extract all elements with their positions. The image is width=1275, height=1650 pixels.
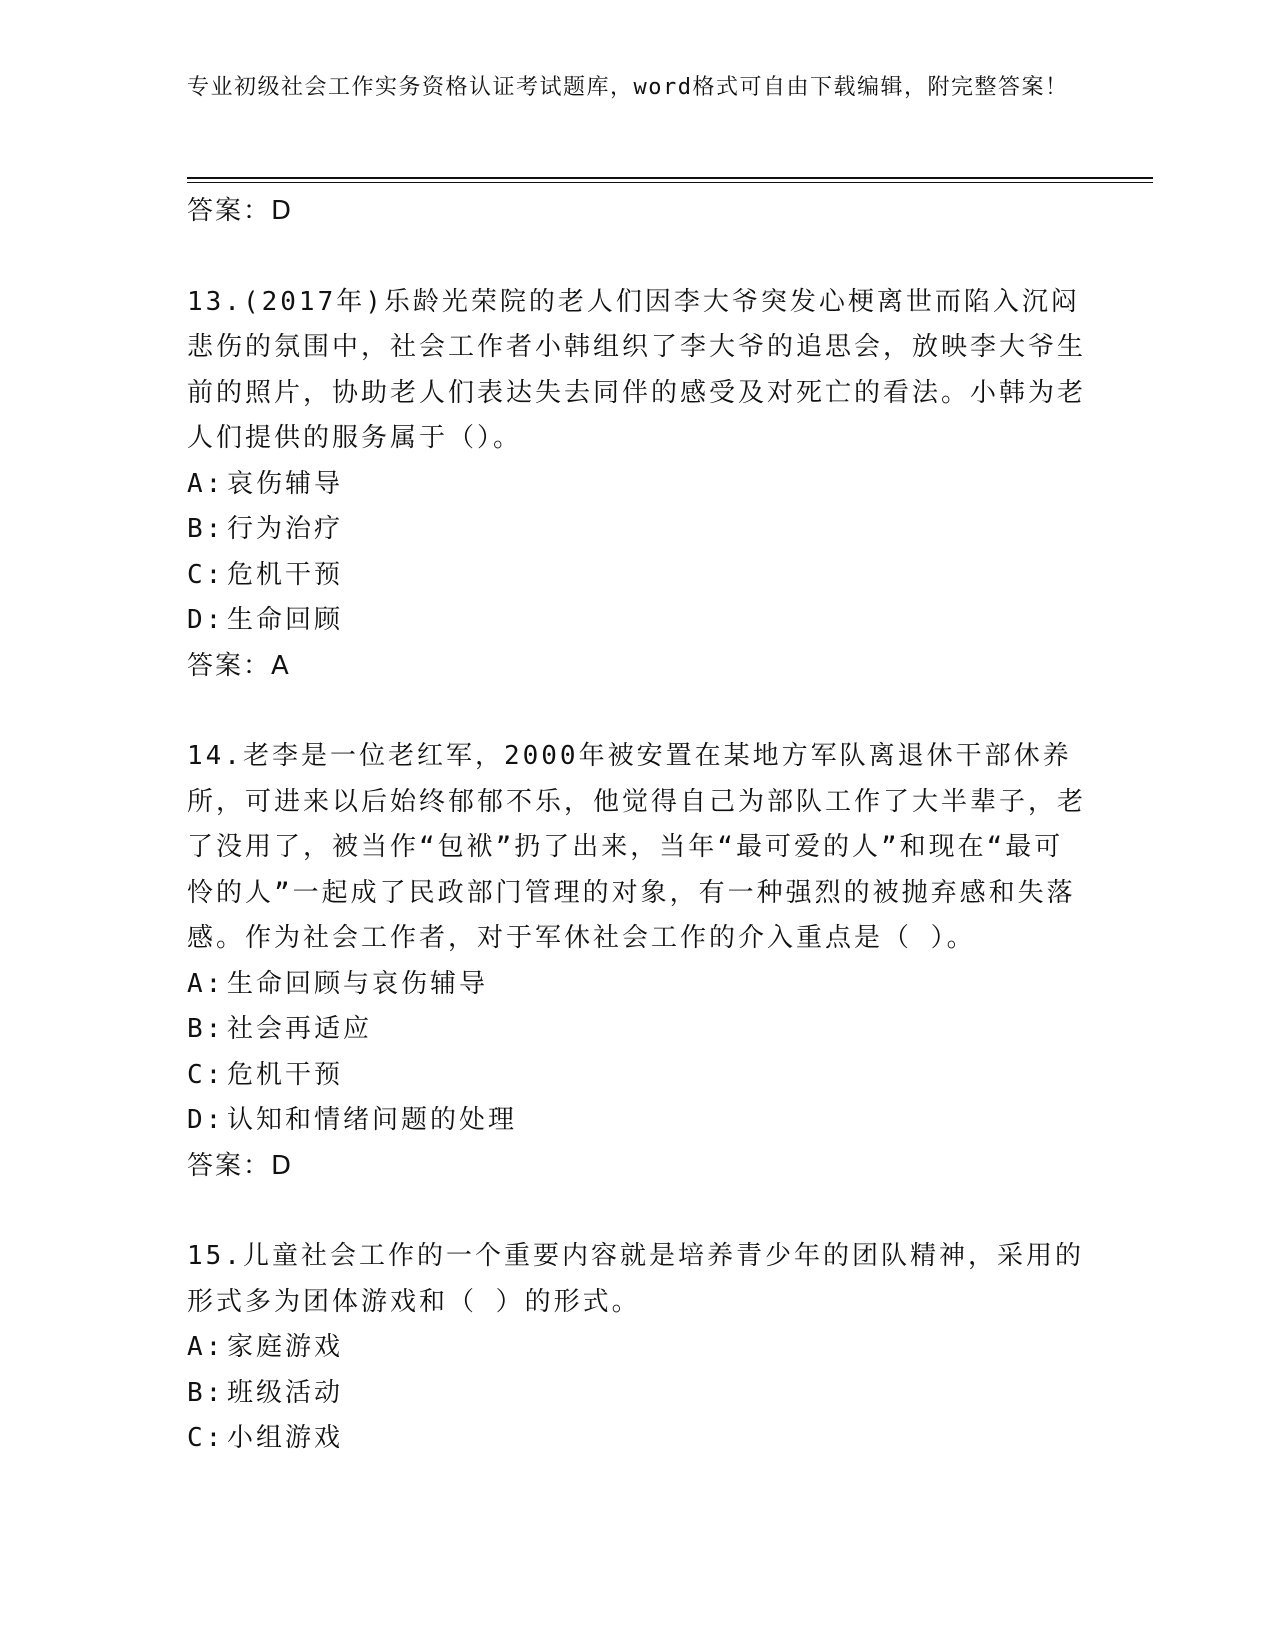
option-c [187,1053,1087,1099]
answer-line: 答案：A [187,650,291,681]
option-text: 社会再适应 [227,1014,373,1044]
option-key: B: [187,1014,225,1044]
option-key: C: [187,1059,225,1090]
option-text: 生命回顾与哀伤辅导 [227,968,489,999]
option-c [187,553,1087,599]
page-header: 专业初级社会工作实务资格认证考试题库，word格式可自由下载编辑，附完整答案！ [187,75,1069,100]
option-text: 班级活动 [227,1377,344,1408]
option-text: 生命回顾 [227,605,344,635]
option-key: A: [187,468,225,499]
answer-line: 答案：D [187,196,294,226]
option-key: D: [187,1105,225,1135]
question-block [187,1234,1087,1462]
option-text: 小组游戏 [227,1423,344,1453]
option-b [187,507,1087,553]
option-a [187,962,1087,1008]
option-text: 家庭游戏 [227,1332,344,1362]
option-key: A: [187,968,225,999]
option-text: 危机干预 [227,559,344,590]
option-text: 行为治疗 [227,514,344,544]
spacer [187,1189,1087,1234]
spacer [187,689,1087,734]
option-key: A: [187,1332,225,1362]
option-b [187,1007,1087,1053]
option-b [187,1371,1087,1417]
question-text: 15.儿童社会工作的一个重要内容就是培养青少年的团队精神，采用的形式多为团体游戏和（ ）的形式。 [187,1241,1084,1317]
header-divider-thick [187,177,1153,179]
option-key: C: [187,559,225,590]
header-divider-thin [187,182,1153,183]
question-text: 14.老李是一位老红军，2000年被安置在某地方军队离退休干部休养所，可进来以后始终郁郁不乐，他觉得自己为部队工作了大半辈子，老了没用了，被当作“包袱”扔了出来，当年“最可爱的人”和现在“最可怜的人”一起成了民政部门管理的对象，有一种强烈的被抛弃感和失落感。作为社会工作者，对于军休社会工作的介入重点是（ ）。 [187,741,1087,953]
option-a [187,1325,1087,1371]
option-text: 哀伤辅导 [227,468,344,499]
option-d [187,598,1087,644]
option-d [187,1098,1087,1144]
answer-line: 答案：D [187,1150,294,1181]
option-key: C: [187,1423,225,1453]
question-text: 13.(2017年)乐龄光荣院的老人们因李大爷突发心梗离世而陷入沉闷悲伤的氛围中，社会工作者小韩组织了李大爷的追思会，放映李大爷生前的照片，协助老人们表达失去同伴的感受及对死亡的看法。小韩为老人们提供的服务属于（）。 [187,286,1087,453]
option-text: 认知和情绪问题的处理 [227,1105,518,1135]
option-text: 危机干预 [227,1059,344,1090]
spacer [187,235,1087,280]
exam-content [187,189,1087,1462]
option-key: D: [187,605,225,635]
question-block [187,734,1087,1189]
option-a [187,462,1087,508]
option-key: B: [187,514,225,544]
option-key: B: [187,1377,225,1408]
option-c [187,1416,1087,1462]
question-block [187,280,1087,690]
